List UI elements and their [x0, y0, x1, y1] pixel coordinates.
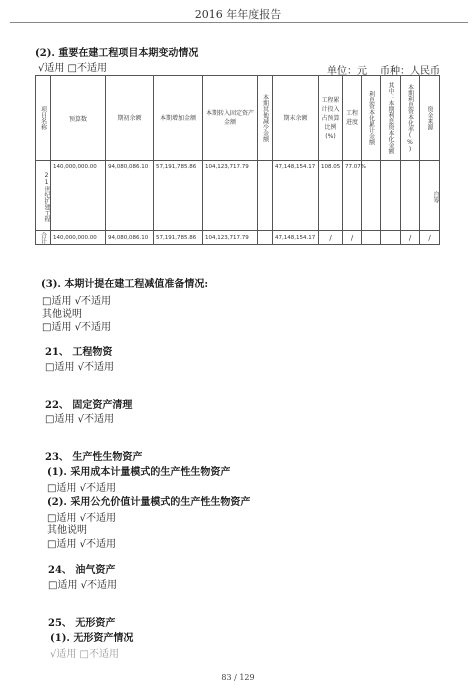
- cell-opening: 94,080,086.10: [106, 161, 154, 231]
- header-interest-rate: 本期利息资本化率(%): [401, 76, 420, 161]
- section-23-title: 23、 生产性生物资产: [45, 452, 143, 463]
- header-fund-source: 资金来源: [420, 76, 440, 161]
- table-header-row: [36, 76, 440, 161]
- page-number: 83 / 129: [221, 673, 255, 682]
- section-25-sub1-title: (1). 无形资产情况: [50, 633, 134, 644]
- cell-opening: 94,080,086.10: [106, 231, 154, 245]
- section-21-applicability: □适用 √不适用: [45, 362, 114, 373]
- section-22-title: 22、 固定资产清理: [45, 400, 133, 411]
- cell-interest-rate: [401, 161, 420, 231]
- cell-interest-current: [381, 161, 401, 231]
- section-2-title: (2). 重要在建工程项目本期变动情况: [35, 48, 199, 59]
- section-23-other-applicability: □适用 √不适用: [47, 539, 116, 550]
- header-progress: 工程进度: [343, 76, 362, 161]
- cell-other-decrease: [258, 231, 273, 245]
- cell-interest-accumulated: [362, 161, 381, 231]
- section-3-applicability: □适用 √不适用: [42, 296, 111, 307]
- header-increase: 本期增加金额: [154, 76, 203, 161]
- cell-budget: 140,000,000.00: [51, 231, 106, 245]
- cell-fund-source: 自筹: [420, 161, 440, 231]
- construction-projects-table: [35, 75, 440, 245]
- header-budget: 预算数: [51, 76, 106, 161]
- section-25-sub1-applicability: √适用 □不适用: [50, 649, 119, 660]
- cell-name: 21世纪扩建工程: [36, 161, 51, 231]
- cell-interest-current: [381, 231, 401, 245]
- cell-transfer: 104,123,717.79: [203, 161, 258, 231]
- cell-progress: /: [343, 231, 362, 245]
- cell-progress: 77.07%: [343, 161, 362, 231]
- section-23-sub2-applicability: □适用 √不适用: [47, 513, 116, 524]
- cell-increase: 57,191,785.86: [154, 161, 203, 231]
- header-interest-current: 其中：本期利息资本化金额: [381, 76, 401, 161]
- cell-interest-rate: /: [401, 231, 420, 245]
- cell-budget: 140,000,000.00: [51, 161, 106, 231]
- section-24-title: 24、 油气资产: [48, 565, 116, 576]
- unit-label: 单位：元: [327, 66, 367, 77]
- section-23-sub2-title: (2). 采用公允价值计量模式的生产性生物资产: [47, 497, 251, 508]
- cell-closing: 47,148,154.17: [273, 161, 319, 231]
- header-project-name: 项目名称: [36, 76, 51, 161]
- section-2-applicability: √适用 □不适用: [38, 63, 107, 74]
- table-total-row: [36, 231, 440, 245]
- section-22-applicability: □适用 √不适用: [45, 414, 114, 425]
- header-closing-balance: 期末余额: [273, 76, 319, 161]
- cell-transfer: 104,123,717.79: [203, 231, 258, 245]
- cell-progress-ratio: /: [319, 231, 343, 245]
- section-23-sub1-applicability: □适用 √不适用: [47, 483, 116, 494]
- section-23-sub1-title: (1). 采用成本计量模式的生产性生物资产: [47, 467, 231, 478]
- cell-increase: 57,191,785.86: [154, 231, 203, 245]
- section-21-title: 21、 工程物资: [45, 347, 113, 358]
- section-3-other-applicability: □适用 √不适用: [42, 322, 111, 333]
- page-header-title: 2016 年年度报告: [194, 8, 282, 21]
- currency-label: 币种：人民币: [380, 66, 440, 77]
- header-interest-accumulated: 利息资本化累计金额: [362, 76, 381, 161]
- cell-closing: 47,148,154.17: [273, 231, 319, 245]
- table-row: [36, 161, 440, 231]
- header-opening-balance: 期初余额: [106, 76, 154, 161]
- section-24-applicability: □适用 √不适用: [48, 580, 117, 591]
- header-progress-ratio: 工程累计投入占预算比例(%): [319, 76, 343, 161]
- cell-total-label: 合计: [36, 231, 51, 245]
- cell-progress-ratio: 108.05: [319, 161, 343, 231]
- header-divider: [10, 22, 468, 23]
- cell-other-decrease: [258, 161, 273, 231]
- section-3-title: (3). 本期计提在建工程减值准备情况:: [41, 279, 209, 290]
- section-25-title: 25、 无形资产: [48, 618, 116, 629]
- cell-interest-accumulated: [362, 231, 381, 245]
- section-3-other-label: 其他说明: [42, 309, 82, 320]
- header-transfer-fixed-assets: 本期转入固定资产金额: [203, 76, 258, 161]
- section-23-other-label: 其他说明: [47, 525, 87, 536]
- cell-fund-source: /: [420, 231, 440, 245]
- header-other-decrease: 本期其他减少金额: [258, 76, 273, 161]
